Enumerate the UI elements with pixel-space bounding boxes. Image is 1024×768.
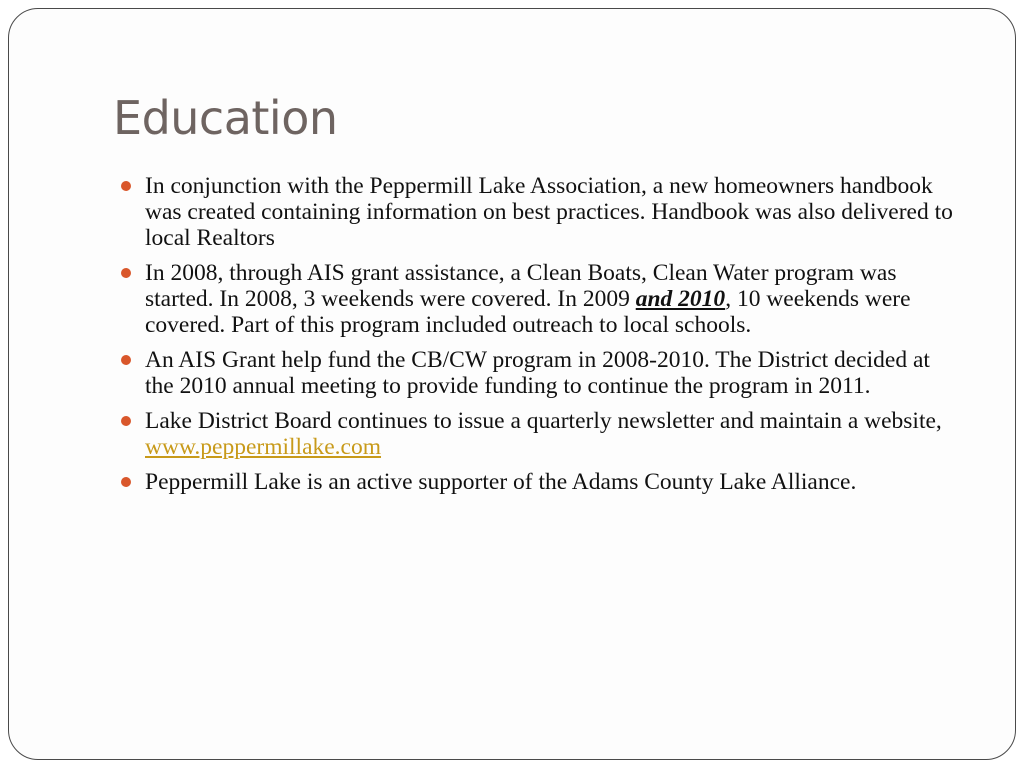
bullet-dot-icon bbox=[121, 416, 131, 426]
bullet-text: In 2008, through AIS grant assistance, a Clean Boats, Clean Water program was started. In 2008, 3 weekends were covered. In 2009 bbox=[145, 260, 897, 312]
bullet-dot-icon bbox=[121, 181, 131, 191]
bullet-dot-icon bbox=[121, 355, 131, 365]
website-link[interactable]: www.peppermillake.com bbox=[145, 434, 382, 460]
slide-frame bbox=[8, 8, 1016, 760]
bullet-text: In conjunction with the Peppermill Lake Association, a new homeowners handbook was created containing information on best practices. Handbook was also delivered to local Realtors bbox=[145, 173, 953, 251]
bullet-item-newsletter bbox=[119, 408, 955, 460]
bullet-item-ais-grant bbox=[119, 347, 955, 399]
bullet-text-continued: , 10 weekends were covered. Part of this program included outreach to local schools. bbox=[145, 286, 911, 338]
bullet-item-alliance bbox=[119, 469, 955, 495]
bullet-dot-icon bbox=[121, 268, 131, 278]
bullet-text: Peppermill Lake is an active supporter of the Adams County Lake Alliance. bbox=[145, 469, 857, 495]
bullet-item-handbook bbox=[119, 173, 955, 251]
bullet-item-clean-boats bbox=[119, 260, 955, 338]
bullet-text: An AIS Grant help fund the CB/CW program in 2008-2010. The District decided at the 2010 annual meeting to provide funding to continue the program in 2011. bbox=[145, 347, 930, 399]
bullet-list bbox=[119, 173, 955, 504]
slide-title: Education bbox=[113, 91, 338, 145]
bullet-text: Lake District Board continues to issue a quarterly newsletter and maintain a website, bbox=[145, 408, 942, 434]
bullet-emphasis: and 2010 bbox=[635, 286, 726, 312]
bullet-dot-icon bbox=[121, 477, 131, 487]
